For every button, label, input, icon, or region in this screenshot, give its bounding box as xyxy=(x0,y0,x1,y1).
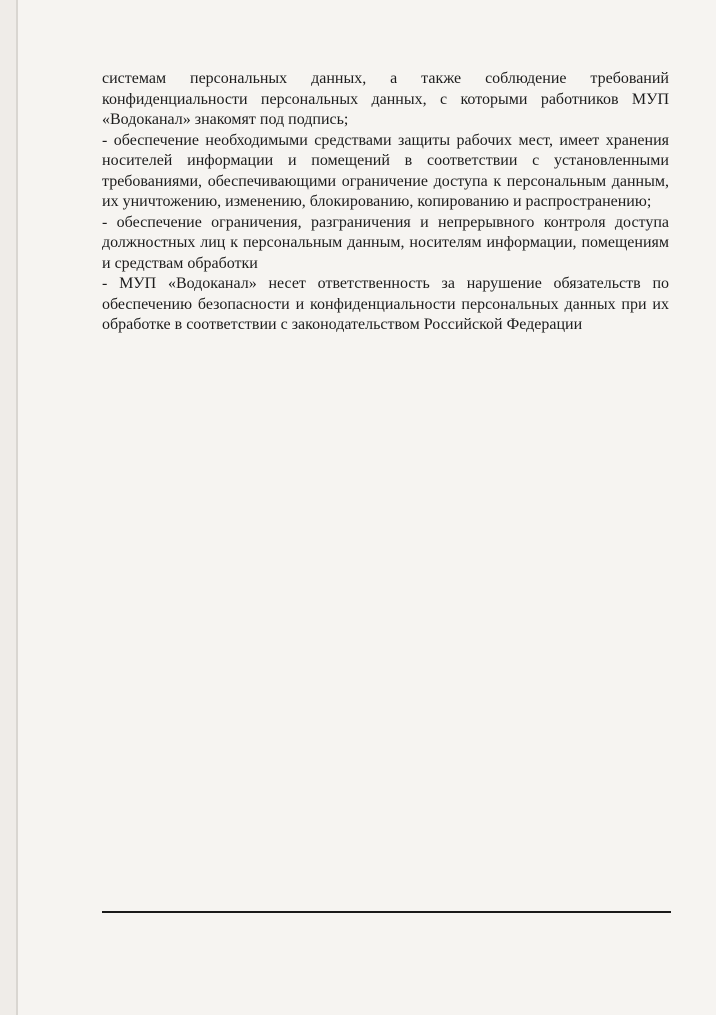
footer-divider-line xyxy=(102,911,671,913)
scan-margin xyxy=(0,0,16,1015)
document-body xyxy=(102,69,669,336)
paragraph-protection-means: - обеспечение необходимыми средствами защиты рабочих мест, имеет хранения носителей информации и помещений в соответствии с установленными требованиями, обеспечивающими ограничение доступа к персональным данным, их уничтожению, изменению, блокированию, копированию и распространению; xyxy=(102,131,669,210)
paragraph-access-control: - обеспечение ограничения, разграничения и непрерывного контроля доступа должностных лиц к персональным данным, носителям информации, помещениям и средствам обработки xyxy=(102,213,669,272)
paragraph-intro: системам персональных данных, а также соблюдение требований конфиденциальности персональных данных, с которыми работников МУП «Водоканал» знакомят под подпись; xyxy=(102,70,669,128)
scan-edge-line xyxy=(16,0,18,1015)
paragraph-responsibility: - МУП «Водоканал» несет ответственность за нарушение обязательств по обеспечению безопасности и конфиденциальности персональных данных при их обработке в соответствии с законодательством Российской Федерации xyxy=(102,275,669,333)
